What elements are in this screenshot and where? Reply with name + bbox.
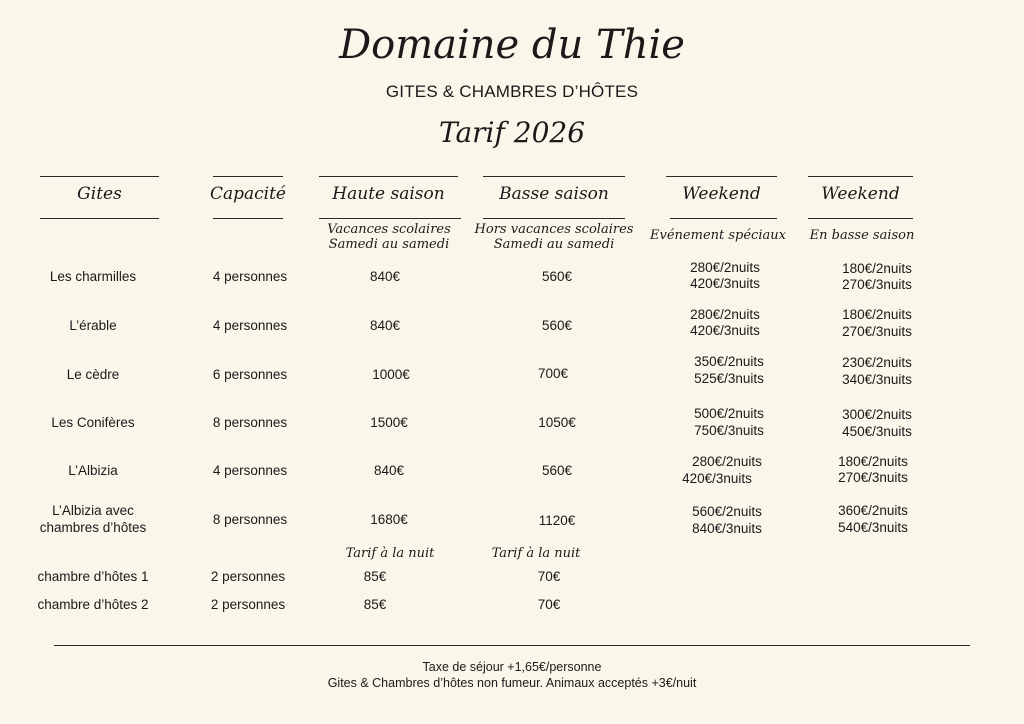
row-capacity: 4 personnes <box>212 269 288 284</box>
row-name: Les Conifères <box>51 415 135 430</box>
row-we-event: 280€/2nuits <box>690 260 760 275</box>
col-sub-basse: Hors vacances scolaires Samedi au samedi <box>474 222 634 252</box>
chambre-name: chambre d’hôtes 1 <box>37 569 149 584</box>
row-we-event: 420€/3nuits <box>690 276 760 291</box>
row-we-event: 350€/2nuits <box>694 354 764 369</box>
header-line-bottom <box>670 218 777 219</box>
row-name: L’Albizia avec chambres d’hôtes <box>39 503 147 535</box>
chambre-capacity: 2 personnes <box>210 569 286 584</box>
row-name: Les charmilles <box>49 269 137 284</box>
header-line-bottom <box>483 218 625 219</box>
header-line-top <box>808 176 913 177</box>
row-basse: 1120€ <box>538 513 576 528</box>
row-capacity: 8 personnes <box>212 512 288 527</box>
header-line-bottom <box>808 218 913 219</box>
row-name: Le cèdre <box>66 367 120 382</box>
header-line-top <box>666 176 777 177</box>
col-header-weekend-basse: Weekend <box>821 184 900 204</box>
row-we-event: 280€/2nuits <box>692 454 762 469</box>
row-basse: 700€ <box>537 366 569 381</box>
footer-rules: Gites & Chambres d’hôtes non fumeur. Animaux acceptés +3€/nuit <box>327 676 697 690</box>
row-we-event: 840€/3nuits <box>692 521 762 536</box>
row-haute: 840€ <box>373 463 405 478</box>
header-line-top <box>319 176 458 177</box>
row-we-basse: 270€/3nuits <box>838 470 908 485</box>
row-basse: 560€ <box>541 269 573 284</box>
col-header-haute: Haute saison <box>332 184 445 204</box>
footer-divider <box>54 645 970 646</box>
row-we-event: 500€/2nuits <box>694 406 764 421</box>
row-we-basse: 270€/3nuits <box>842 324 912 339</box>
footer-tax: Taxe de séjour +1,65€/personne <box>422 660 602 674</box>
row-haute: 1000€ <box>372 367 410 382</box>
row-capacity: 4 personnes <box>212 463 288 478</box>
col-sub-weekend-event: Evénement spéciaux <box>650 228 786 243</box>
row-basse: 560€ <box>541 463 573 478</box>
col-header-capacite: Capacité <box>209 184 286 204</box>
col-sub-weekend-basse: En basse saison <box>809 228 915 243</box>
col-header-basse: Basse saison <box>499 184 609 204</box>
row-capacity: 4 personnes <box>212 318 288 333</box>
row-we-event: 420€/3nuits <box>682 471 752 486</box>
header-line-bottom <box>213 218 283 219</box>
row-we-event: 420€/3nuits <box>690 323 760 338</box>
header-line-bottom <box>319 218 461 219</box>
row-haute: 1500€ <box>370 415 408 430</box>
night-label-basse: Tarif à la nuit <box>491 546 581 561</box>
night-label-haute: Tarif à la nuit <box>345 546 435 561</box>
row-we-basse: 180€/2nuits <box>842 261 912 276</box>
row-we-basse: 270€/3nuits <box>842 277 912 292</box>
col-sub-haute: Vacances scolaires Samedi au samedi <box>327 222 451 252</box>
header-line-top <box>213 176 283 177</box>
row-name: L’Albizia <box>68 463 118 478</box>
row-we-event: 560€/2nuits <box>692 504 762 519</box>
header-line-top <box>483 176 625 177</box>
tarif-year: Tarif 2026 <box>438 116 586 149</box>
row-we-event: 525€/3nuits <box>694 371 764 386</box>
chambre-capacity: 2 personnes <box>210 597 286 612</box>
chambre-basse: 70€ <box>537 569 561 584</box>
row-we-basse: 180€/2nuits <box>842 307 912 322</box>
row-haute: 840€ <box>369 318 401 333</box>
page-subtitle: GITES & CHAMBRES D’HÔTES <box>385 82 639 101</box>
row-basse: 560€ <box>541 318 573 333</box>
row-we-basse: 340€/3nuits <box>842 372 912 387</box>
row-haute: 1680€ <box>370 512 408 527</box>
header-line-bottom <box>40 218 159 219</box>
chambre-haute: 85€ <box>363 597 387 612</box>
row-we-basse: 300€/2nuits <box>842 407 912 422</box>
row-capacity: 6 personnes <box>212 367 288 382</box>
chambre-name: chambre d’hôtes 2 <box>37 597 149 612</box>
row-we-basse: 450€/3nuits <box>842 424 912 439</box>
col-header-weekend-event: Weekend <box>682 184 761 204</box>
header-line-top <box>40 176 159 177</box>
row-basse: 1050€ <box>538 415 576 430</box>
chambre-haute: 85€ <box>363 569 387 584</box>
row-we-basse: 540€/3nuits <box>838 520 908 535</box>
row-we-basse: 360€/2nuits <box>838 503 908 518</box>
page-title: Domaine du Thie <box>339 22 685 68</box>
row-capacity: 8 personnes <box>212 415 288 430</box>
row-haute: 840€ <box>369 269 401 284</box>
row-we-basse: 230€/2nuits <box>842 355 912 370</box>
chambre-basse: 70€ <box>537 597 561 612</box>
row-name: L’érable <box>69 318 117 333</box>
row-we-event: 280€/2nuits <box>690 307 760 322</box>
col-header-gites: Gites <box>77 184 122 204</box>
row-we-basse: 180€/2nuits <box>838 454 908 469</box>
row-we-event: 750€/3nuits <box>694 423 764 438</box>
